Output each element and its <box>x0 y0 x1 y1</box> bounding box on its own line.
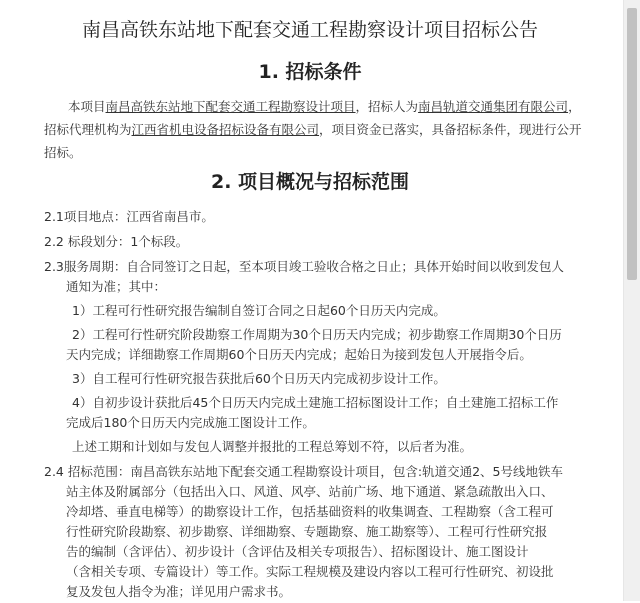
section-1-paragraph <box>44 95 589 164</box>
item-2-4-line-7: 复及发包人指令为准；详见用户需求书。 <box>66 584 292 599</box>
agency-name: 江西省机电设备招标设备有限公司 <box>131 122 320 137</box>
tenderer-name: 南昌轨道交通集团有限公司 <box>418 99 569 114</box>
text-segment: ，招标代理机构为 <box>44 99 581 137</box>
item-2-1: 2.1项目地点：江西省南昌市。 <box>44 209 214 224</box>
item-2-4-line-1: 2.4 招标范围：南昌高铁东站地下配套交通工程勘察设计项目，包含:轨道交通2、5号线地铁车 <box>44 464 563 479</box>
sub-item-2-line-2: 天内完成；详细勘察工作周期60个日历天内完成；起始日为接到发包人开展指令后。 <box>66 347 532 362</box>
section-2-heading: 2. 项目概况与招标范围 <box>210 171 410 193</box>
section-1-heading: 1. 招标条件 <box>258 61 362 83</box>
item-2-4-line-6: （含相关专项、专篇设计）等工作。实际工程规模及建设内容以工程可行性研究、初设批 <box>66 564 554 579</box>
sub-item-1: 1）工程可行性研究报告编制自签订合同之日起60个日历天内完成。 <box>72 303 446 318</box>
item-2-2: 2.2 标段划分：1个标段。 <box>44 234 189 249</box>
item-2-4-line-5: 告的编制（含评估）、初步设计（含评估及相关专项报告）、招标图设计、施工图设计 <box>66 544 529 559</box>
item-2-3-line-2: 通知为准；其中： <box>66 279 167 294</box>
schedule-note: 上述工期和计划如与发包人调整并报批的工程总筹划不符，以后者为准。 <box>72 439 473 454</box>
page-title: 南昌高铁东站地下配套交通工程勘察设计项目招标公告 <box>81 19 538 41</box>
text-segment: ，项目资金已落实，具备招标条件，现进行公开招标。 <box>44 122 582 160</box>
text-segment: ，招标人为 <box>355 99 419 114</box>
vertical-scrollbar[interactable] <box>623 0 640 601</box>
scrollbar-thumb[interactable] <box>627 8 637 280</box>
sub-item-4-line-2: 完成后180个日历天内完成施工图设计工作。 <box>66 415 315 430</box>
item-2-3-line-1: 2.3服务周期：自合同签订之日起，至本项目竣工验收合格之日止；具体开始时间以收到发包人 <box>44 259 564 274</box>
item-2-4-line-4: 行性研究阶段勘察、初步勘察、详细勘察、专题勘察、施工勘察等）、工程可行性研究报 <box>66 524 548 539</box>
sub-item-2-line-1: 2）工程可行性研究阶段勘察工作周期为30个日历天内完成；初步勘察工作周期30个日历 <box>72 327 562 342</box>
item-2-4-line-3: 冷却塔、垂直电梯等）的勘察设计工作，包括基础资料的收集调查、工程勘察（含工程可 <box>66 504 554 519</box>
sub-item-4-line-1: 4）自初步设计获批后45个日历天内完成土建施工招标图设计工作；自土建施工招标工作 <box>72 395 559 410</box>
item-2-4-line-2: 站主体及附属部分（包括出入口、风道、风亭、站前广场、地下通道、紧急疏散出入口、 <box>66 484 554 499</box>
text-segment: 本项目 <box>68 99 106 114</box>
sub-item-3: 3）自工程可行性研究报告获批后60个日历天内完成初步设计工作。 <box>72 371 446 386</box>
project-name: 南昌高铁东站地下配套交通工程勘察设计项目 <box>105 99 356 114</box>
